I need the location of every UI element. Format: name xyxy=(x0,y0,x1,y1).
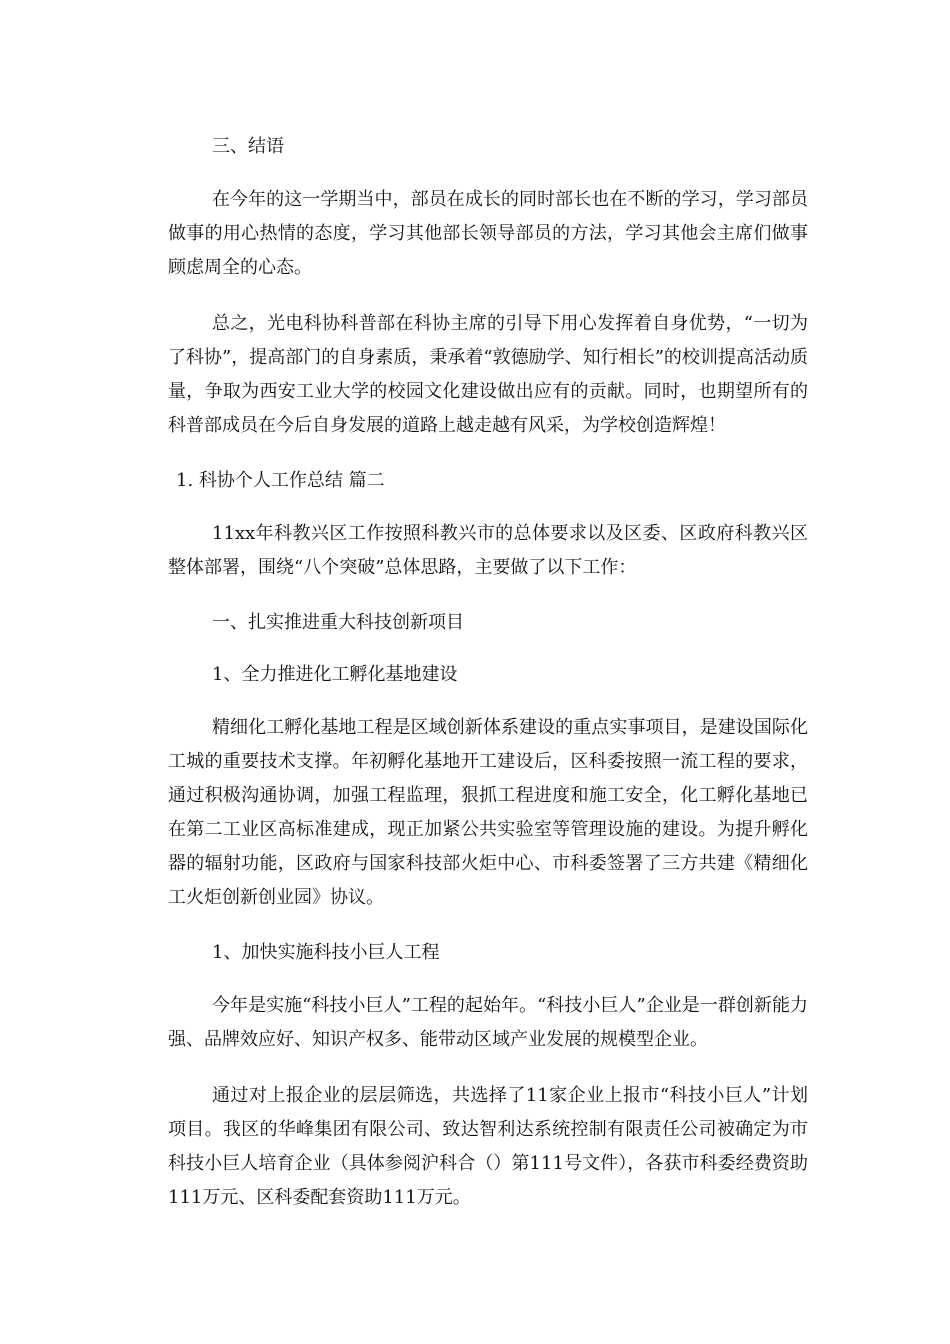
document-body xyxy=(168,131,808,1215)
paragraph-little-giant-selection: 通过对上报企业的层层筛选，共选择了11家企业上报市“科技小巨人”计划项目。我区的华峰集团有限公司、致达智利达系统控制有限责任公司被确定为市科技小巨人培育企业（具体参阅沪科合（）第111号文件），各获市科委经费资助111万元、区科委配套资助111万元。 xyxy=(168,1085,808,1208)
subheading-incubation-base: 1、全力推进化工孵化基地建设 xyxy=(212,664,458,685)
paragraph-learning: 在今年的这一学期当中，部员在成长的同时部长也在不断的学习，学习部员做事的用心热情的态度，学习其他部长领导部员的方法，学习其他会主席们做事顾虑周全的心态。 xyxy=(168,189,808,278)
paragraph-work-overview: 11xx年科教兴区工作按照科教兴市的总体要求以及区委、区政府科教兴区整体部署，围绕“八个突破”总体思路，主要做了以下工作： xyxy=(168,523,808,578)
paragraph-summary: 总之，光电科协科普部在科协主席的引导下用心发挥着自身优势，“一切为了科协”，提高部门的自身素质，秉承着“敦德励学、知行相长”的校训提高活动质量，争取为西安工业大学的校园文化建设做出应有的贡献。同时，也期望所有的科普部成员在今后自身发展的道路上越走越有风采，为学校创造辉煌！ xyxy=(168,313,808,436)
section-heading-innovation-projects: 一、扎实推进重大科技创新项目 xyxy=(212,612,464,633)
subheading-little-giant: 1、加快实施科技小巨人工程 xyxy=(212,942,440,963)
paragraph-incubation-base: 精细化工孵化基地工程是区域创新体系建设的重点实事项目，是建设国际化工城的重要技术支撑。年初孵化基地开工建设后，区科委按照一流工程的要求，通过积极沟通协调，加强工程监理，狠抓工程进度和施工安全，化工孵化基地已在第二工业区高标准建成，现正加紧公共实验室等管理设施的建设。为提升孵化器的辐射功能，区政府与国家科技部火炬中心、市科委签署了三方共建《精细化工火炬创新创业园》协议。 xyxy=(168,717,808,908)
article-title-part-two: 1. 科协个人工作总结 篇二 xyxy=(176,470,385,491)
paragraph-little-giant-intro: 今年是实施“科技小巨人”工程的起始年。“科技小巨人”企业是一群创新能力强、品牌效应好、知识产权多、能带动区域产业发展的规模型企业。 xyxy=(168,995,808,1050)
section-heading-conclusion: 三、结语 xyxy=(212,136,284,157)
